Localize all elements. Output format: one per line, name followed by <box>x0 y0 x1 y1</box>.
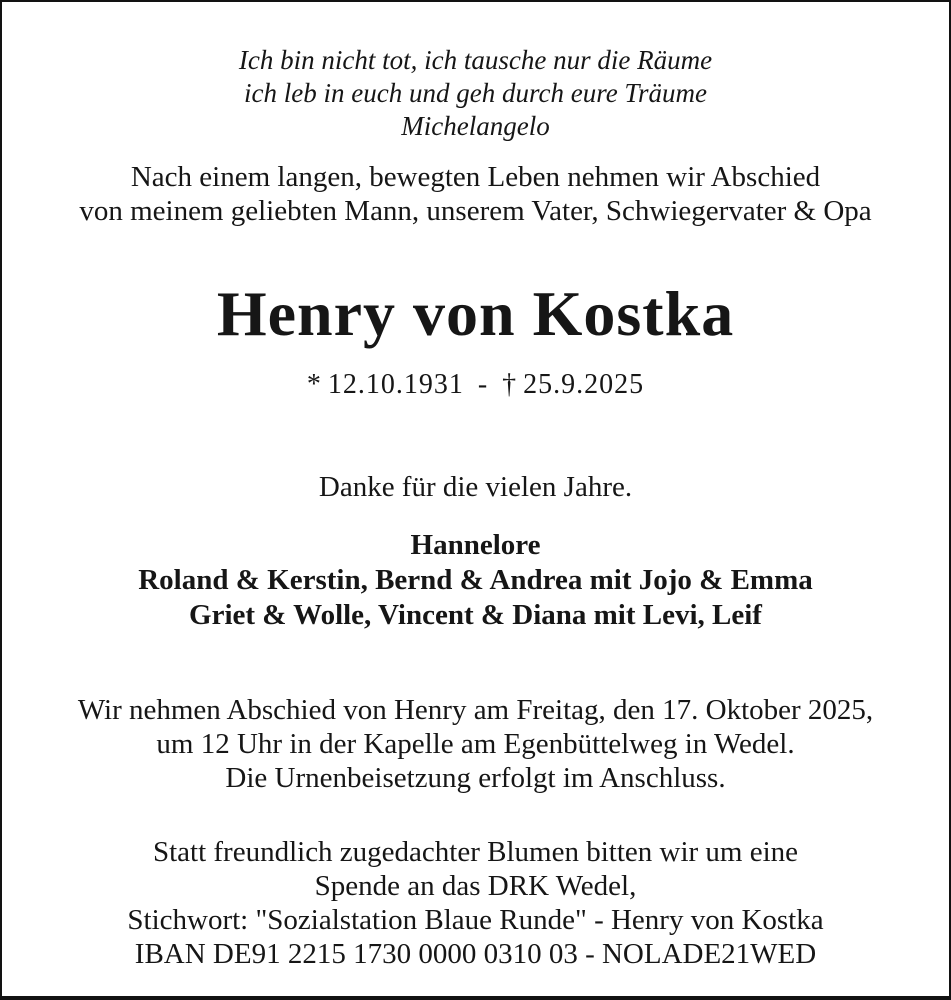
funeral-details <box>2 693 949 795</box>
funeral-line: Die Urnenbeisetzung erfolgt im Anschluss. <box>225 762 726 794</box>
donation-line: Statt freundlich zugedachter Blumen bitten wir um eine <box>152 836 799 868</box>
donation-line: Spende an das DRK Wedel, <box>314 870 637 902</box>
thanks-text: Danke für die vielen Jahre. <box>318 471 633 503</box>
death-symbol: † <box>502 369 518 400</box>
mourners-names <box>2 528 949 633</box>
intro-line: von meinem geliebten Mann, unserem Vater, Schwiegervater & Opa <box>79 195 872 227</box>
donation-details <box>2 835 949 971</box>
life-dates <box>2 368 949 402</box>
birth-symbol: * <box>306 369 322 400</box>
quote-line: Ich bin nicht tot, ich tausche nur die Räume <box>238 45 713 75</box>
birth-date: 12.10.1931 <box>327 369 464 400</box>
quote-attribution: Michelangelo <box>401 111 550 141</box>
dates-separator: - <box>477 369 489 400</box>
death-date: 25.9.2025 <box>523 369 645 400</box>
intro-line: Nach einem langen, bewegten Leben nehmen wir Abschied <box>130 161 821 193</box>
donation-line: Stichwort: "Sozialstation Blaue Runde" - Henry von Kostka <box>127 904 824 936</box>
intro-text <box>2 160 949 228</box>
quote-line: ich leb in euch und geh durch eure Träume <box>244 78 707 108</box>
mourner-line: Griet & Wolle, Vincent & Diana mit Levi, Leif <box>189 599 762 631</box>
donation-iban-line: IBAN DE91 2215 1730 0000 0310 03 - NOLADE21WED <box>134 938 817 970</box>
memorial-quote <box>2 44 949 143</box>
funeral-line: Wir nehmen Abschied von Henry am Freitag, den 17. Oktober 2025, <box>77 694 874 726</box>
deceased-name: Henry von Kostka <box>216 278 735 349</box>
funeral-line: um 12 Uhr in der Kapelle am Egenbüttelweg in Wedel. <box>156 728 795 760</box>
mourner-line: Hannelore <box>410 529 541 561</box>
mourner-line: Roland & Kerstin, Bernd & Andrea mit Jojo & Emma <box>138 564 813 596</box>
